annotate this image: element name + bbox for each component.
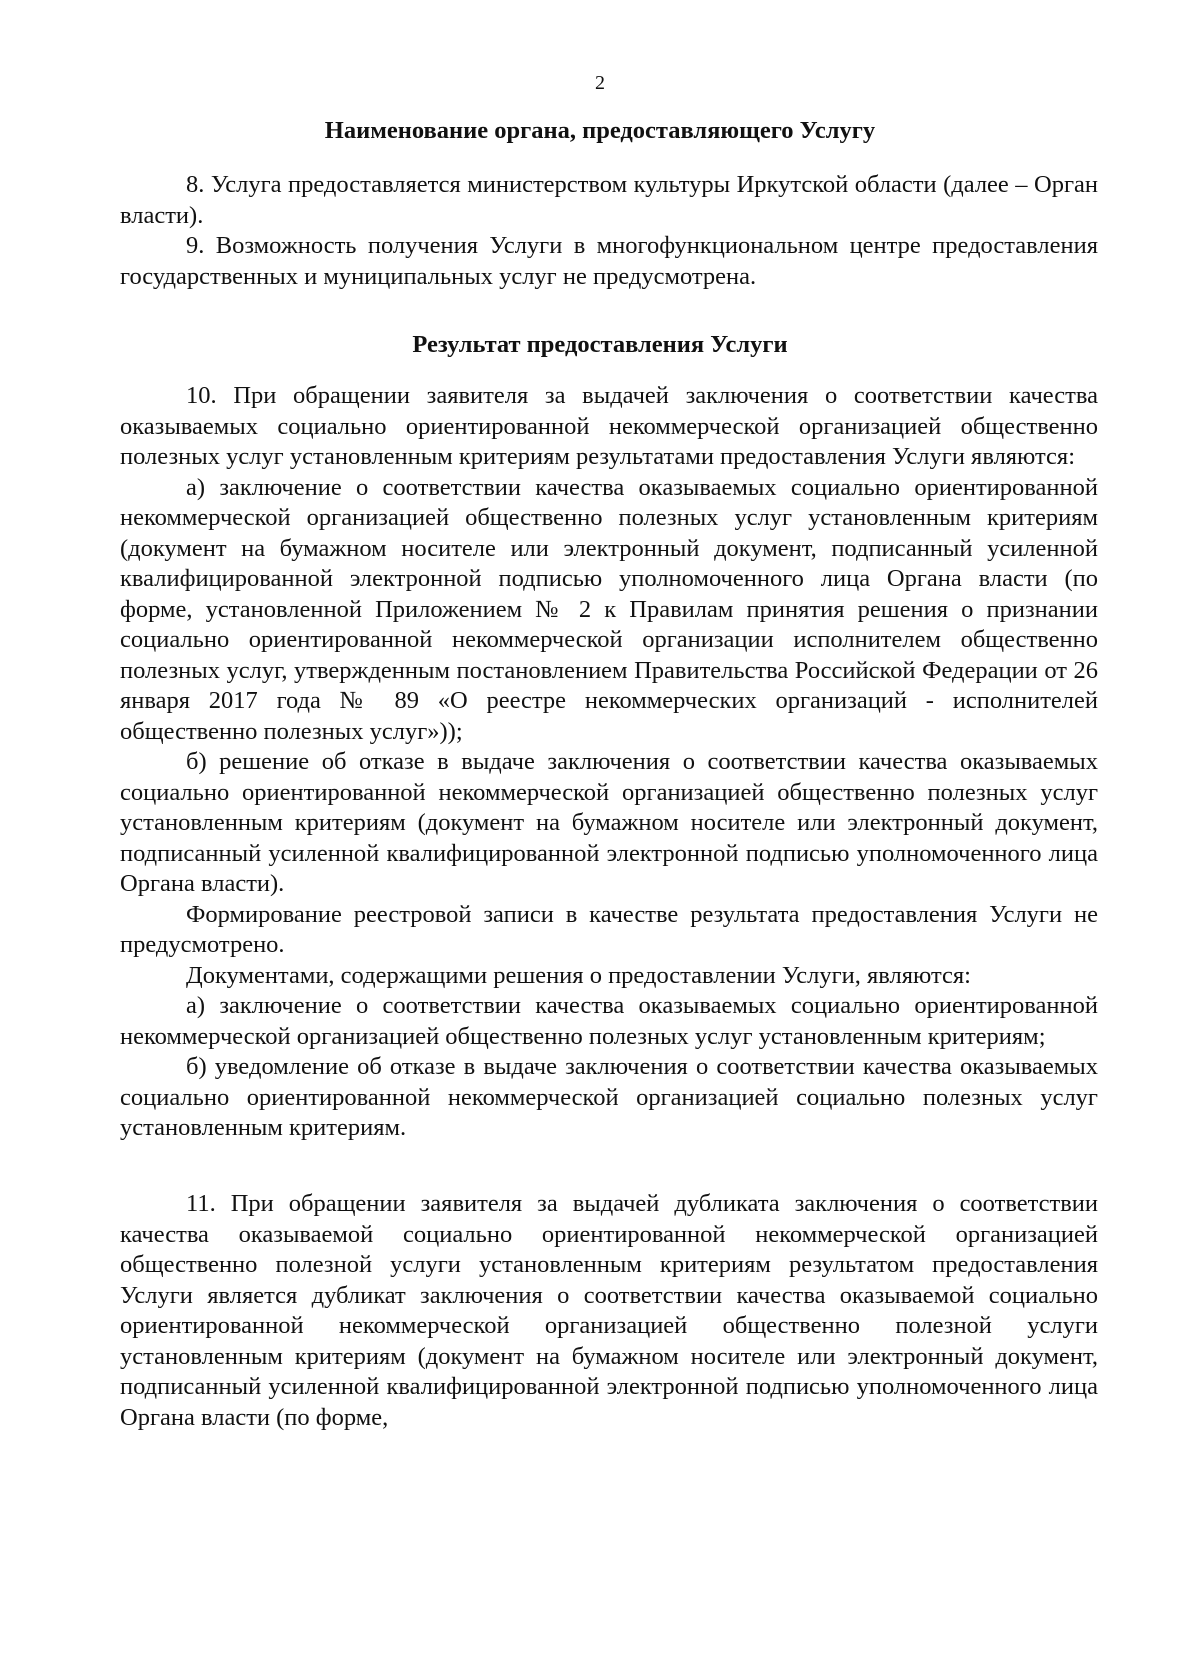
paragraph-documents-intro: Документами, содержащими решения о предоставлении Услуги, являются: [186, 961, 971, 989]
section-heading-result: Результат предоставления Услуги [412, 331, 788, 358]
paragraph-registry-note: Формирование реестровой записи в качестве результата предоставления Услуги не предусмотрено. [120, 900, 1098, 958]
paragraph-10-a: а) заключение о соответствии качества оказываемых социально ориентированной некоммерческой организацией общественно полезных услуг установленным критериям (документ на бумажном носителе или электронный документ, подписанный усиленной квалифицированной электронной подписью уполномоченного лица Органа власти (по форме, установленной Приложением № 2 к Правилам принятия решения о признании социально ориентированной некоммерческой организации исполнителем общественно полезных услуг, утвержденным постановлением Правительства Российской Федерации от 26 января 2017 года № 89 «О реестре некоммерческих организаций - исполнителей общественно полезных услуг»)); [120, 473, 1098, 745]
paragraph-8: 8. Услуга предоставляется министерством культуры Иркутской области (далее – Орган власти). [120, 171, 1098, 229]
section-authority-body [120, 170, 1098, 292]
section-result-body [120, 381, 1098, 1144]
paragraph-10: 10. При обращении заявителя за выдачей заключения о соответствии качества оказываемых социально ориентированной некоммерческой организацией общественно полезных услуг установленным критериям результатами предоставления Услуги являются: [120, 382, 1098, 470]
section-duplicate-body [120, 1189, 1098, 1433]
paragraph-10-b: б) решение об отказе в выдаче заключения о соответствии качества оказываемых социально ориентированной некоммерческой организацией общественно полезных услуг установленным критериям (документ на бумажном носителе или электронный документ, подписанный усиленной квалифицированной электронной подписью уполномоченного лица Органа власти). [120, 748, 1098, 897]
page-number: 2 [595, 72, 605, 94]
section-heading-authority: Наименование органа, предоставляющего Услугу [324, 117, 876, 144]
paragraph-documents-a: а) заключение о соответствии качества оказываемых социально ориентированной некоммерческой организацией общественно полезных услуг установленным критериям; [120, 992, 1098, 1050]
paragraph-9: 9. Возможность получения Услуги в многофункциональном центре предоставления государственных и муниципальных услуг не предусмотрена. [120, 232, 1098, 290]
paragraph-11: 11. При обращении заявителя за выдачей дубликата заключения о соответствии качества оказываемой социально ориентированной некоммерческой организацией общественно полезной услуги установленным критериям результатом предоставления Услуги является дубликат заключения о соответствии качества оказываемой социально ориентированной некоммерческой организацией общественно полезной услуги установленным критериям (документ на бумажном носителе или электронный документ, подписанный усиленной квалифицированной электронной подписью уполномоченного лица Органа власти (по форме, [120, 1190, 1098, 1431]
paragraph-documents-b: б) уведомление об отказе в выдаче заключения о соответствии качества оказываемых социально ориентированной некоммерческой организацией социально полезных услуг установленным критериям. [120, 1053, 1098, 1141]
